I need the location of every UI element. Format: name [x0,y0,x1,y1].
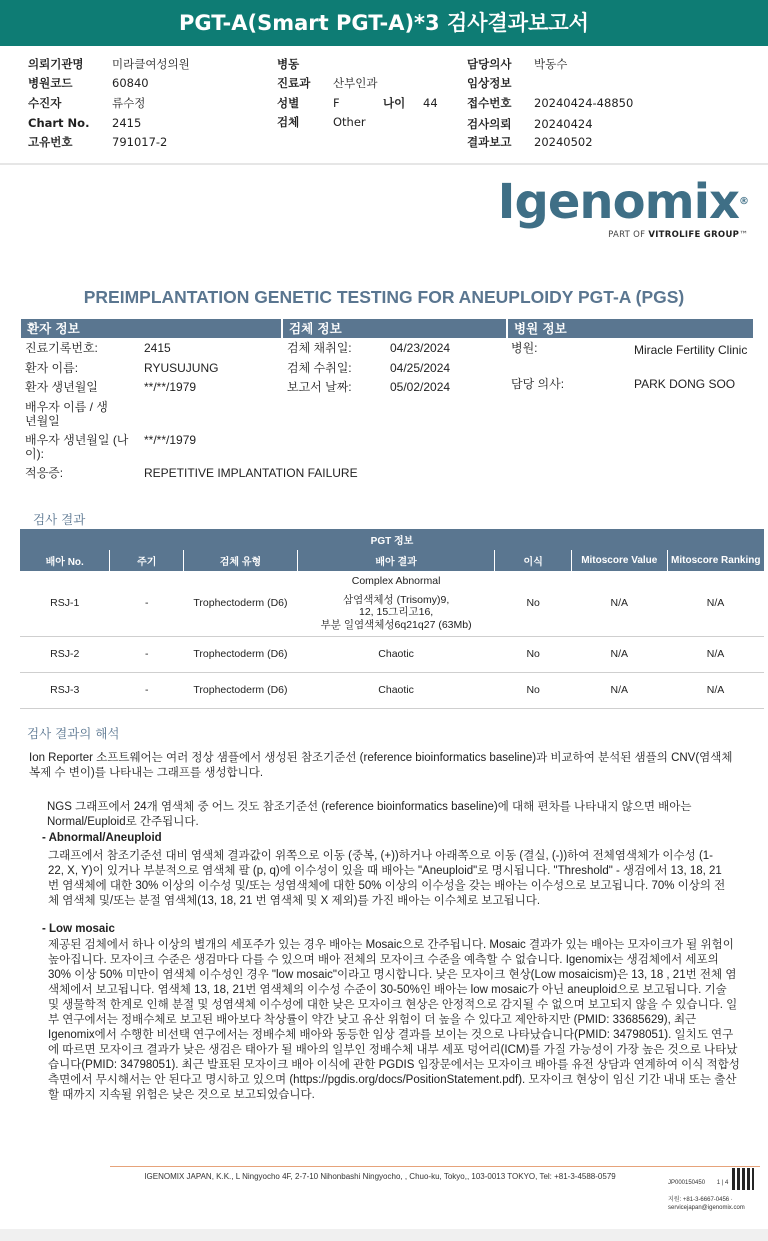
header-label: 수진자 [28,96,62,110]
patient-label: 배우자 생년월일 (나이): [25,433,129,461]
header-value: F [333,96,340,110]
footer-code [668,1180,728,1186]
patient-label: 진료기록번호: [25,341,98,355]
logo-registered-mark: ® [739,196,748,207]
document-code: JP000150450 [668,1180,706,1186]
header-label: 접수번호 [467,96,512,110]
specimen-info-heading: 검체 정보 [283,319,506,338]
result-detail: 부분 일염색체성6q21q27 (63Mb) [320,618,472,631]
mitoscore-value: N/A [572,571,668,636]
patient-label: 환자 생년월일 [25,380,98,394]
interpretation-title: 검사 결과의 해석 [27,726,120,741]
col-header: 주기 [110,550,184,571]
mosaic-paragraph: 제공된 검체에서 하나 이상의 별개의 세포주가 있는 경우 배아는 Mosaic으로 간주됩니다. Mosaic 결과가 있는 배아는 모자이크가 될 위험이 높아집니다. 모자이크 수준은 생검마다 다를 수 있으며 배아 전체의 모자이크 수준을 예측할 수 없습니다. Igenomix는 생검체에서 세포의 30% 이상 50% 미만이 염색체 이수성인 경우 "low mosaic"이라고 명시합니다. 낮은 모자이크 현상(Low mosaicism)은 13, 18 , 21번 전체 염색체에서 보고됩니다. 염색체 13, 18, 21번 염색체의 이수성 수준이 30-50%인 배아는 low mosaic가 아닌 aneuploid으로 보고됩니다. 기술 및 생물학적 한계로 인해 분절 및 성염색체 이수성에 대한 낮은 모자이크 현상은 안정적으로 감지될 수 없으며 보고되지 않을 수 있습니다. 일부 연구에서는 정배수체로 보고된 배아보다 착상률이 약간 낮고 유산 위험이 더 높을 수 있다고 제안하지만 (PMID: 33685629), 최근 Igenomix에서 수행한 비선택 연구에서는 정배수체 배아와 동등한 임상 결과를 보이는 것으로 나타났습니다(PMID: 34798051). 일치도 연구에 따르면 모자이크 결과가 낮은 생검은 태아가 될 배아의 일부인 정배수체 내부 세포 덩어리(ICM)를 가질 가능성이 가장 높은 것으로 나타났습니다(PMID: 34798051). 최근 발표된 모자이크 배아 이식에 관한 PGDIS 입장문에서는 모자이크 배아를 유전 상담과 연계하여 이식 적합성 측면에서 무시해서는 안 된다고 명시하고 있으며 (https://pgdis.org/docs/PositionStatement.pdf). 모자이크 현상이 임신 기간 내내 또는 출산할 때까지 지속될 위험은 낮은 것으로 보고되었습니다. [48,939,740,1101]
hospital-label: 병원: [511,341,538,355]
header-label: 성별 [277,96,300,110]
table-row [20,672,765,708]
header-label: Chart No. [28,116,90,130]
embryo-no: RSJ-1 [20,571,110,636]
header-label: 검체 [277,115,300,129]
logo-sub-brand: VITROLIFE GROUP [648,230,740,240]
header-label: 진료과 [277,76,311,90]
mitoscore-ranking: N/A [667,636,764,672]
header-label: 병원코드 [28,76,73,90]
col-header: Mitoscore Value [572,550,668,571]
header-label: 병동 [277,57,300,71]
indication-value: REPETITIVE IMPLANTATION FAILURE [144,466,358,480]
col-header: 배아 결과 [297,550,495,571]
logo-sub-suffix: ™ [739,230,748,240]
specimen-value: 04/23/2024 [390,341,451,355]
header-label: 담당의사 [467,57,512,71]
table-group-header: PGT 정보 [20,529,765,550]
patient-info-heading: 환자 정보 [21,319,281,338]
header-value: 20240502 [534,135,593,149]
result-title: Complex Abnormal [351,575,441,588]
specimen-value: 05/02/2024 [390,380,451,394]
page-bottom-strip [0,1229,768,1241]
interpretation-paragraph: Ion Reporter 소프트웨어는 여러 정상 샘플에서 생성된 참조기준선 (reference bioinformatics baseline)과 비교하여 분석된 샘플의 CNV(염색체 복제 수 변이)를 나타내는 그래프를 생성합니다. [29,752,733,779]
page-number: 1 | 4 [716,1180,729,1186]
patient-value: RYUSUJUNG [144,361,219,375]
embryo-result: Chaotic [297,672,495,708]
report-title-bar [0,0,768,46]
patient-value: 2415 [144,341,171,355]
header-label: 검사의뢰 [467,117,512,131]
table-row [20,571,765,636]
mitoscore-ranking: N/A [667,571,764,636]
cycle: - [110,636,184,672]
embryo-result [297,571,495,636]
qr-code-icon [732,1168,754,1190]
hospital-value: Miracle Fertility Clinic [634,343,748,357]
mitoscore-value: N/A [572,672,668,708]
specimen-label: 검체 수취일: [287,361,352,375]
logo-sub-prefix: PART OF [608,230,649,240]
patient-label: 환자 이름: [25,361,79,375]
patient-value: **/**/1979 [144,380,197,394]
header-value: 60840 [112,76,149,90]
cycle: - [110,571,184,636]
age-label: 나이 [383,96,406,110]
document-title: PREIMPLANTATION GENETIC TESTING FOR ANEUPLOIDY PGT-A (PGS) [83,287,685,307]
footer-address: IGENOMIX JAPAN, K.K., L Ningyocho 4F, 2-7-10 Nihonbashi Ningyocho, , Chuo-ku, Tokyo,, 103-0013 TOKYO, Tel: +81-3-4588-0579 [144,1172,616,1181]
transfer: No [495,571,572,636]
header-value: 20240424-48850 [534,96,634,110]
transfer: No [495,672,572,708]
specimen-label: 검체 채취일: [287,341,352,355]
embryo-no: RSJ-3 [20,672,110,708]
patient-label: 배우자 이름 / 생년월일 [25,400,108,428]
specimen-type: Trophectoderm (D6) [184,571,298,636]
header-value: 2415 [112,116,142,130]
col-header: 이식 [495,550,572,571]
header-label: 의뢰기관명 [28,57,84,71]
table-row [20,636,765,672]
interpretation-paragraph: NGS 그래프에서 24개 염색체 중 어느 것도 참조기준선 (reference bioinformatics baseline)에 대해 편차를 나타내지 않으면 배아는 Normal/Euploid로 간주됩니다. [47,801,692,828]
transfer: No [495,636,572,672]
col-header: Mitoscore Ranking [667,550,764,571]
header-label: 고유번호 [28,135,73,149]
support-email: servicejapan@igenomix.com [668,1205,745,1211]
cycle: - [110,672,184,708]
header-value: 791017-2 [112,135,168,149]
header-label: 결과보고 [467,135,512,149]
abnormal-paragraph: 그래프에서 참조기준선 대비 염색체 결과값이 위쪽으로 이동 (중복, (+))하거나 아래쪽으로 이동 (결실, (-))하여 전체염색체가 이수성 (1-22, X, Y)이 있거나 부분적으로 염색체 팔 (p, q)에 이수성이 있을 때 배아는 "Aneuploid"로 명시됩니다. "Threshold" - 생검에서 13, 18, 21 번 염색체에 대한 30% 이상의 이수성 및/또는 성염색체에 대한 50% 이상의 이수성을 갖는 배아는 이수성으로 보고됩니다. 70% 이상의 전체 염색체 및/또는 분절 염색체(13, 18, 21 번 염색체 및 X 제외)를 가진 배아는 이수체로 보고됩니다. [48,850,726,907]
patient-value: **/**/1979 [144,433,197,447]
mitoscore-value: N/A [572,636,668,672]
report-title: PGT-A(Smart PGT-A)*3 검사결과보고서 [179,11,589,35]
abnormal-subheading: - Abnormal/Aneuploid [42,832,162,844]
hospital-label: 담당 의사: [511,377,565,391]
header-label: 임상정보 [467,76,512,90]
specimen-type: Trophectoderm (D6) [184,636,298,672]
age-value: 44 [423,96,438,110]
hospital-info-heading: 병원 정보 [508,319,753,338]
header-divider [0,163,768,165]
logo-wordmark: Igenomix [497,174,739,230]
results-table [19,529,764,709]
specimen-value: 04/25/2024 [390,361,451,375]
embryo-no: RSJ-2 [20,636,110,672]
header-value: 류수정 [112,96,146,110]
igenomix-logo [498,176,748,240]
col-header: 배아 No. [20,550,110,571]
header-value: 박동수 [534,57,568,71]
header-value: 20240424 [534,117,593,131]
col-header: 검체 유형 [184,550,298,571]
header-value: 미라클여성의원 [112,57,190,71]
footer-divider [110,1166,760,1167]
mosaic-subheading: - Low mosaic [42,923,115,935]
mitoscore-ranking: N/A [667,672,764,708]
results-section-title: 검사 결과 [33,512,86,527]
header-value: 산부인과 [333,76,378,90]
specimen-type: Trophectoderm (D6) [184,672,298,708]
patient-label: 적응증: [25,466,64,480]
hospital-value: PARK DONG SOO [634,377,736,391]
support-phone: 지원: +81-3-6667-0456 · [668,1197,733,1203]
specimen-label: 보고서 날짜: [287,380,352,394]
embryo-result: Chaotic [297,636,495,672]
result-detail: 삼염색체성 (Trisomy)9, 12, 15그리고16, [342,593,450,619]
footer-contact [668,1196,745,1212]
header-value: Other [333,115,366,129]
